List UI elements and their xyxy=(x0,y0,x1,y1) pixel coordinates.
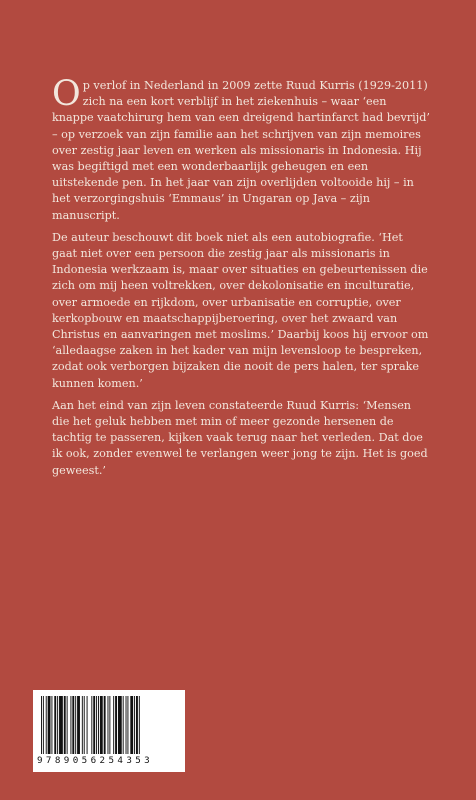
barcode-bar xyxy=(134,696,135,754)
blurb-text xyxy=(52,74,430,485)
blurb-paragraph-2: De auteur beschouwt dit boek niet als een autobiografie. ‘Het gaat niet over een persoon die zestig jaar als missionaris in Indonesia werkzaam is, maar over situaties en gebeurtenissen die zich om mij heen voltrekken, over dekolonisatie en inculturatie, over armoede en rijkdom, over urbanisatie en corruptie, over kerkopbouw en maatschappijberoering, over het zwaard van Christus en aanvaringen met moslims.’ Daarbij koos hij ervoor om ‘alledaagse zaken in het kader van mijn levensloop te bespreken, zodat ook verborgen bijzaken die nooit de pers halen, ter sprake kunnen komen.’ xyxy=(52,230,429,390)
barcode xyxy=(33,690,185,772)
barcode-bar xyxy=(115,696,117,754)
barcode-bar xyxy=(57,696,58,754)
drop-cap: O xyxy=(52,74,81,114)
barcode-bar xyxy=(43,696,44,754)
barcode-bar xyxy=(91,696,92,754)
barcode-bars xyxy=(41,696,177,754)
barcode-bar xyxy=(64,696,66,754)
barcode-bar xyxy=(109,696,110,754)
barcode-bar xyxy=(70,696,71,754)
blurb-paragraph-1-text: p verlof in Nederland in 2009 zette Ruud Kurris (1929-2011) zich na een kort verblijf in het ziekenhuis – waar ‘een knappe vaatchirurg hem van een dreigend hartinfarct had bevrijd’ – op verzoek van zijn familie aan het schrijven van zijn memoires over zestig jaar leven en werken als missionaris in Indonesia. Hij was begiftigd met een wonderbaarlijk geheugen en een uitstekende pen. In het jaar van zijn overlijden voltooide hij – in het verzorgingshuis ‘Emmaus’ in Ungaran op Java – zijn manuscript. xyxy=(52,79,430,222)
barcode-bar xyxy=(100,696,103,754)
barcode-bar xyxy=(108,696,109,754)
barcode-bar xyxy=(54,696,56,754)
barcode-bar xyxy=(118,696,122,754)
barcode-bar xyxy=(51,696,52,754)
barcode-bar xyxy=(104,696,106,754)
barcode-bar xyxy=(130,696,133,754)
barcode-bar xyxy=(48,696,51,754)
barcode-bar xyxy=(113,696,114,754)
blurb-paragraph-1 xyxy=(52,74,430,224)
barcode-bar xyxy=(67,696,68,754)
barcode-bar xyxy=(41,696,42,754)
barcode-bar xyxy=(126,696,127,754)
barcode-bar xyxy=(98,696,99,754)
barcode-bar xyxy=(59,696,63,754)
barcode-bar xyxy=(87,696,88,754)
blurb-paragraph-3: Aan het eind van zijn leven constateerde Ruud Kurris: ‘Mensen die het geluk hebben met min of meer gezonde hersenen de tachtig te passeren, kijken vaak terug naar het verleden. Dat doe ik ook, zonder evenwel te verlangen weer jong te zijn. Het is goed geweest.’ xyxy=(52,398,428,477)
barcode-bar xyxy=(84,696,85,754)
barcode-bar xyxy=(82,696,83,754)
barcode-bar xyxy=(123,696,124,754)
barcode-bar xyxy=(136,696,138,754)
barcode-bar xyxy=(75,696,76,754)
barcode-bar xyxy=(46,696,47,754)
barcode-bar xyxy=(77,696,80,754)
barcode-bar xyxy=(72,696,74,754)
barcode-bar xyxy=(139,696,140,754)
barcode-digits: 9789056254353 xyxy=(37,755,154,766)
barcode-bar xyxy=(127,696,128,754)
barcode-bar xyxy=(96,696,97,754)
barcode-bar xyxy=(93,696,95,754)
